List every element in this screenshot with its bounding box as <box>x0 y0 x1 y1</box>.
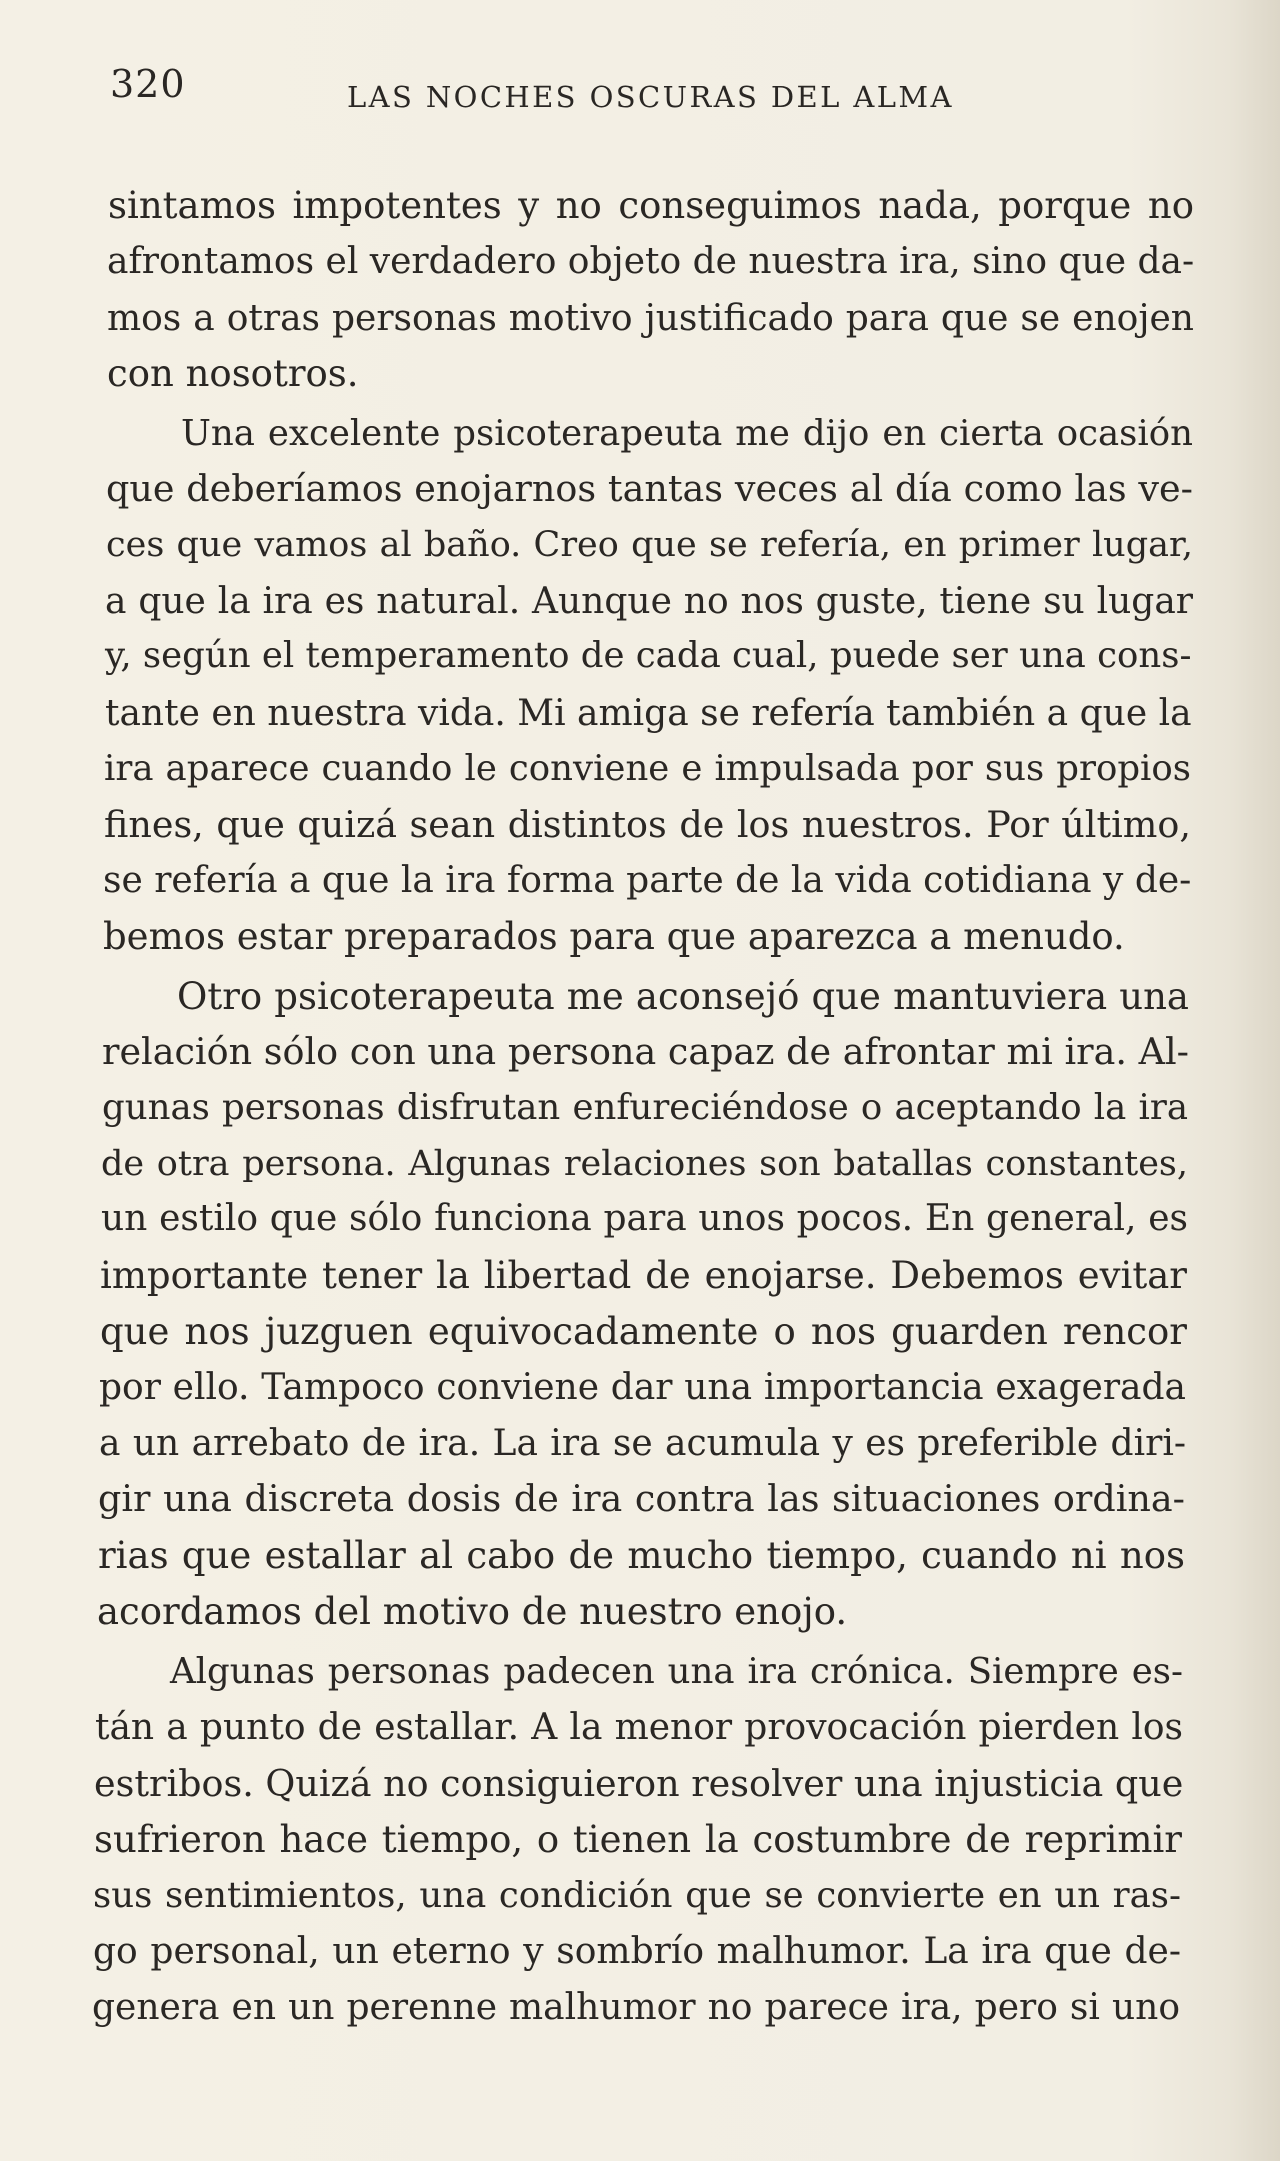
text-line: que deberíamos enojarnos tantas veces al día como las ve- <box>106 467 1193 510</box>
text-line: acordamos del motivo de nuestro enojo. <box>97 1590 848 1633</box>
text-line: a un arrebato de ira. La ira se acumula y es preferible diri- <box>99 1423 1186 1464</box>
text-line: fines, que quizá sean distintos de los nuestros. Por último, <box>104 803 1191 846</box>
text-line: sufrieron hace tiempo, o tienen la costumbre de reprimir <box>94 1818 1182 1861</box>
running-head: LAS NOCHES OSCURAS DEL ALMA <box>347 80 954 114</box>
text-line: sus sentimientos, una condición que se convierte en un ras- <box>93 1875 1181 1916</box>
text-line: sintamos impotentes y no conseguimos nada, porque no <box>108 184 1194 227</box>
text-line: a que la ira es natural. Aunque no nos guste, tiene su lugar <box>105 581 1193 622</box>
text-line: afrontamos el verdadero objeto de nuestra ira, sino que da- <box>107 241 1195 282</box>
text-line: tán a punto de estallar. A la menor provocación pierden los <box>95 1707 1183 1748</box>
text-line: go personal, un eterno y sombrío malhumor. La ira que de- <box>93 1931 1181 1972</box>
text-line: relación sólo con una persona capaz de afrontar mi ira. Al- <box>102 1030 1189 1073</box>
text-line: Una excelente psicoterapeuta me dijo en cierta ocasión <box>181 413 1193 454</box>
text-line: importante tener la libertad de enojarse. Debemos evitar <box>100 1254 1187 1297</box>
text-line: gir una discreta dosis de ira contra las situaciones ordina- <box>98 1477 1185 1520</box>
text-line: estribos. Quizá no consiguieron resolver una injusticia que <box>94 1762 1184 1805</box>
text-line: un estilo que sólo funciona para unos pocos. En general, es <box>101 1198 1188 1239</box>
text-line: gunas personas disfrutan enfureciéndose o aceptando la ira <box>102 1087 1188 1128</box>
text-line: genera en un perenne malhumor no parece ira, pero si uno <box>92 1987 1180 2028</box>
text-line: mos a otras personas motivo justificado para que se enojen <box>107 298 1194 339</box>
text-line: bemos estar preparados para que aparezca a menudo. <box>103 915 1125 958</box>
text-line: se refería a que la ira forma parte de la vida cotidiana y de- <box>103 860 1192 901</box>
text-line: y, según el temperamento de cada cual, puede ser una cons- <box>105 635 1192 676</box>
text-line: Otro psicoterapeuta me aconsejó que mantuviera una <box>177 975 1189 1018</box>
text-line: ces que vamos al baño. Creo que se refería, en primer lugar, <box>106 525 1193 565</box>
text-line: rias que estallar al cabo de mucho tiempo, cuando ni nos <box>98 1534 1185 1577</box>
text-line: tante en nuestra vida. Mi amiga se refería también a que la <box>105 693 1192 734</box>
page-number: 320 <box>110 62 186 106</box>
text-line: ira aparece cuando le conviene e impulsada por sus propios <box>104 748 1191 789</box>
text-line: que nos juzguen equivocadamente o nos guarden rencor <box>100 1310 1187 1353</box>
text-line: de otra persona. Algunas relaciones son batallas constantes, <box>101 1144 1188 1184</box>
text-line: Algunas personas padecen una ira crónica. Siempre es- <box>170 1651 1183 1692</box>
text-line: con nosotros. <box>107 352 359 395</box>
text-line: por ello. Tampoco conviene dar una importancia exagerada <box>99 1367 1186 1408</box>
